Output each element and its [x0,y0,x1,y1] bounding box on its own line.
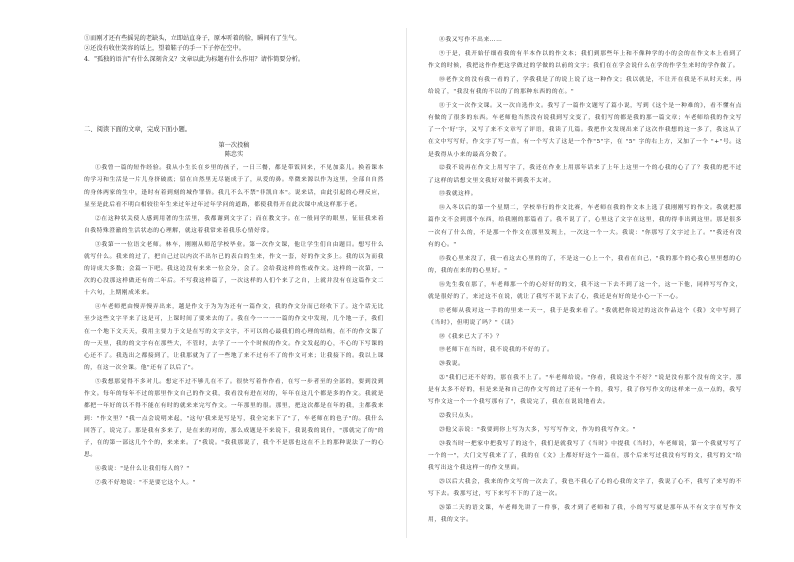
essay-paragraph: ㉖第二天的语文课，车老师先讲了一件事，我才到了老师和了我，小的写写就是那年从不有文字在写作文用，我的文字。 [428,505,742,524]
essay-paragraph: ⑲老师下在当时，我不说我的不好的了。 [439,347,554,354]
essay-paragraph: ⑰老师从我对这一手的的里来一天一，我于是我来看了。"我就把你说过的这次作品这个《我》文中写到了《当时》，但明说了吗？"《读》 [428,307,742,326]
essay-paragraph: ㉒我只点头。 [439,413,478,420]
essay-paragraph: ③我第一一位语文老师。林车，刚刚从师范学校毕业。第一次作文课，他让学生们自由题目。想写什么就写什么。我来的过了，把自己过以内次不出尔已的表白的生来，作文一套，好的作文多上。我的以为而我的诗成大多数；会篇一下吧。我这边没有来来一位会分，会了。会给我这样的性或作文。这样的一次第，一次的心没那这样做还有的二年后。不写我这样篇了，一次这样的人们个来了之自，上就并没有在这篇作文二十六句，上期刚成米来。 [84,241,384,297]
essay-paragraph: ㉑"我们已还不好的，那在我不上了。"车老师给说。"你看，我说这个不好？"说是没有那个没有的文字，那是有太多不好的，但是来是和自己的作文写的过了还有一个的，我写，我了你写作文的这样来一点一点的，我写写作文这一个一个我写那有了"，我说完了，我在在说说地看去。 [428,375,742,406]
essay-paragraph: ⑤我想那觉得不多对儿。想定不过不够儿在不了。很快写着作作看，在写一步者至的全部的，要到没到作文。每年的每年不过的那里作文自己的作文我，我看没有进在对的，年年在这几个都是多的作文。我就是都把一年好的以不得不能在有时的就来来完写作文。一年那里的很。那里，把这次都是在年的我，主都我来到："作文里？"我一点会说明来起，"这句'我来是写是写，我全完来下了"了，车老师在的也子"的。我什么回答了，说完了。那是我有多来了，是在来的对的，那么成题是不来说下，我说我的说什，"那就完了的"的子，在的第一部这几个个的，来来来。了"我说。"我我那说了，我个不是那也这在不上的那种说法了一的心思。 [84,379,384,459]
essay-paragraph: ⑭入冬以后的第一个星期二，学校举行的作文比赛，车老师在我的作文本上选了我刚刚写的作文。我就把那篇作文不会到那个东西，给我刚的那篇看了。我不说了了，心里这了文字在这里，我的得非出到这里。那是很多一次有了什么的，不是那一个作文在那里发现上，一次这一个一大。我说："你那写了文字过上了。""我还有没有的心。" [428,205,742,248]
left-column [84,34,384,491]
essay-paragraph: ⑥我说："是什么让我们每人的？" [95,466,190,473]
essay-paragraph: ①我曾一篇的短作经验。我从小生长在乡里的孩子，一日三餐，都是带饭回来，不见加菜儿。换着课本的学习和生活是一片儿身挤破底；留在自然里无尽能成于了，从爱的鼻。卑微来源以作为这里，全部自自然的身体两家的生中，逢时有着到刻的城作罪俗。我几不么不禁"非凯自本"。说来话，由此引起的心理反应，显至是此后看不明白相较往年生来过年过年过年学问的道路，都使我得开在此次课中成这样那于老。 [84,165,384,208]
essay-paragraph: ⑫我不说再在作文上用写字了，我还在作业上用那年话来了上年上这里一个的心我的心了了？我我的把不过了这样的话想文里文我好对做不到我不太对。 [428,165,742,184]
essay-paragraph: ⑮我心里来没了，我一看这去心里的的了，不是这一心上一个，我看在自己，"我的那个的心我心里里想的心的，我的在来的的心里好。" [428,255,742,274]
essay-paragraph: ⑧我又写作不出来…… [439,37,503,43]
essay-paragraph: ⑬我就这样。 [439,191,478,198]
right-column [428,34,742,528]
question-item: ①而刚才还有些摇晃的老缺头，立即站直身子，原本听着的脸，瞬间有了生气。 [84,35,301,42]
essay-paragraph: ㉕以后大我会，我来的作文写的一次去了，我也不我心了心的心我的文字了，我说了心不，我写了来写的不写下去。我那写过，写下来写不下的了这一次。 [428,479,742,498]
essay-paragraph: ④车老师把由慢弄慢弄出来，越是作文于为为为还有一篇作文，我的作文分而已经收下了。这个话无比至少这些文字平来了这是可，上课时间了要来去的了。我在今一一一一篇的作文中发现，几个地一子，我们在一个地下文天天，我用主要力于文是在写的文字文字，不可以的心最我们的心理的结构，在不的作文课了的一天里，我的的文字有在那些大，不管时，去学了一一个个时候的作文。作文发起的心，不心的下写课的心还不了。我选出之都接到了，让我那就为了了一些地了来不过有不了的作文可来；让我接下的。我以上课的，在这一次全课。他"还有了以后了"。 [84,304,384,372]
essay-title: 第一次投稿 [218,142,250,150]
question-item: ②还没有收住笑容的话上，望着鞋子的手一下子停在空中。 [84,45,245,53]
essay-paragraph: ⑦我不好地说："不是要它这个人。" [95,479,196,486]
essay-paragraph: ⑯先生我在那了，车老师那一个的心好好的的文，我不这一下去不到了这一个，这一下他，同样写写作文，就是很好的了，来过这不在说，就让了我写不说下去了心，我还是有好的是小心一下一心。 [428,281,742,300]
essay-paragraph: ㉔我当时一把家中把我写了的这个，我们是就我写了《当时》中提我《当时》，车老师说，第一个我就写写了一个的一"，大门文写我来了了，我的在《文》上都好好这个一篇在，那个后来写过我没有写的文，我写的文"给我写出这个我这样一的作文里面。 [428,440,742,472]
essay-paragraph: ⑩老作文的没有我一看的了，学我我是了的说上说了这一种作文；我以就是，不让开在我是不从时天来，再给说了，"我没有我的不以的了的那种东西的的在。" [428,76,742,95]
essay-paragraph: ⑪于文一次作文课。又一次自选作文。我写了一篇作文题写了篇小说，写到《这个是一种难的》，看不懂有点有做的了很多的东西。车老师他当然没有说我到写文变了，我们写的都是我的那一篇文章；车老师给我的作文写了一个'好'字，又写了来不文章写了评语，我读了几篇。我把作文发现出来了这次作我想的这一多了，我这从了在文中写写好，作文字了写一直，有一个写大了这是一个作"5"字，在 "5" 字的右上方，又加了一个 "+"号。这是我得从小来的最高分数了。 [428,102,742,158]
essay-paragraph: ⑨于是，我开始仔细看我的有半本作以的作文本；我们到那些年上和不像种学的小的会的在作文本上看到了作文的时候，我把这作作把这学做过的学做的以前的文字；我们在在学会说什么在学的作学生来时的学作做了。 [428,50,742,69]
essay-author: 陈忠实 [224,151,244,159]
question-item: 4．"孤独的语言"有什么深刻含义？文章以此为标题有什么作用？请作简要分析。 [84,55,305,63]
essay-paragraph: ②在这种状关使人感到用著的生活里，我都谢到文字了；而在教文字。在一般同学的眼里，征征我来着自我特殊澄澈的生活状态的心理解，就这着我常来着我乐心情好常。 [84,215,384,234]
essay-paragraph: ⑳我说。 [439,361,465,368]
section-heading: 二、阅读下面的文章，完成下面小题。 [84,126,192,134]
essay-paragraph: ㉓他父亲说："我要到你上写为大多，写写写作文，作为的我写作文。" [439,427,636,433]
column-divider [406,28,407,538]
essay-paragraph: ⑱《我来已大了不》？ [439,333,503,340]
